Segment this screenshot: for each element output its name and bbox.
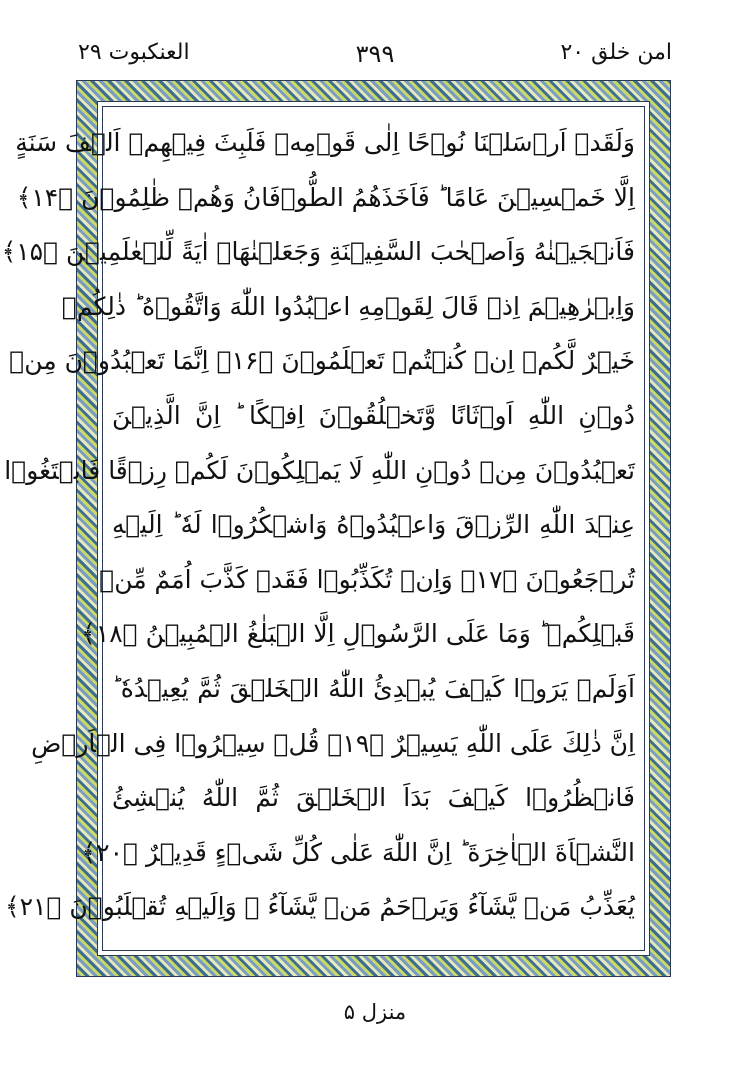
text-panel [1, 101, 650, 956]
verse-line: فَاَنۡجَيۡنٰهُ وَاَصۡحٰبَ السَّفِيۡنَةِ وَجَعَلۡنٰهَاۤ اٰيَةً لِّلۡعٰلَمِيۡنَ ﴿۱۵﴾ [1, 237, 635, 267]
verse-line: النَّشۡاَةَ الۡاٰخِرَةَ ؕ اِنَّ اللّٰهَ عَلٰى كُلِّ شَىۡءٍ قَدِيۡرٌ ﴿۲۰﴾ [81, 837, 635, 867]
verse-line: دُوۡنِ اللّٰهِ اَوۡثَانًا وَّتَخۡلُقُوۡنَ اِفۡكًا ؕ اِنَّ الَّذِيۡنَ [112, 400, 635, 430]
verse-line: اِنَّ ذٰلِكَ عَلَى اللّٰهِ يَسِيۡرٌ ﴿۱۹﴾ قُلۡ سِيۡرُوۡا فِى الۡاَرۡضِ [31, 728, 635, 758]
verse-line: فَانۡظُرُوۡا كَيۡفَ بَدَاَ الۡخَلۡقَ ثُمَّ اللّٰهُ يُنۡشِئُ [112, 783, 635, 813]
verse-line: قَبۡلِكُمۡ ؕ وَمَا عَلَى الرَّسُوۡلِ اِلَّا الۡبَلٰغُ الۡمُبِيۡنُ ﴿۱۸﴾ [81, 619, 635, 649]
verse-line: عِنۡدَ اللّٰهِ الرِّزۡقَ وَاعۡبُدُوۡهُ وَاشۡكُرُوۡا لَهٗ ؕ اِلَيۡهِ [112, 510, 635, 540]
verse-line: وَاِبۡرٰهِيۡمَ اِذۡ قَالَ لِقَوۡمِهِ اعۡبُدُوا اللّٰهَ وَاتَّقُوۡهُ ؕ ذٰلِكُمۡ [61, 291, 635, 321]
verse-line: يُعَذِّبُ مَنۡ يَّشَآءُ وَيَرۡحَمُ مَنۡ يَّشَآءُ ۚ وَاِلَيۡهِ تُقۡلَبُوۡنَ ﴿۲۱﴾ [4, 892, 635, 922]
decorative-border-frame [1, 80, 671, 977]
page-number: ۳۹۹ [355, 40, 395, 68]
surah-title: العنکبوت ۲۹ [78, 40, 190, 65]
verse-lines [1, 116, 635, 941]
para-title: امن خلق ۲۰ [560, 40, 672, 65]
verse-line: تُرۡجَعُوۡنَ ﴿۱۷﴾ وَاِنۡ تُكَذِّبُوۡا فَقَدۡ كَذَّبَ اُمَمٌ مِّنۡ [99, 564, 635, 594]
manzil-label: منزل ۵ [343, 1000, 407, 1024]
verse-line: اِلَّا خَمۡسِيۡنَ عَامًا ؕ فَاَخَذَهُمُ الطُّوۡفَانُ وَهُمۡ ظٰلِمُوۡنَ ﴿۱۴﴾ [16, 182, 635, 212]
verse-line: اَوَلَمۡ يَرَوۡا كَيۡفَ يُبۡدِئُ اللّٰهُ الۡخَلۡقَ ثُمَّ يُعِيۡدُهٗ ؕ [112, 673, 635, 703]
verse-line: خَيۡرٌ لَّكُمۡ اِنۡ كُنۡتُمۡ تَعۡلَمُوۡنَ ﴿۱۶﴾ اِنَّمَا تَعۡبُدُوۡنَ مِنۡ [9, 346, 635, 376]
verse-line: وَلَقَدۡ اَرۡسَلۡنَا نُوۡحًا اِلٰى قَوۡمِهٖ فَلَبِثَ فِيۡهِمۡ اَلۡفَ سَنَةٍ [15, 128, 635, 157]
verse-line: تَعۡبُدُوۡنَ مِنۡ دُوۡنِ اللّٰهِ لَا يَمۡلِكُوۡنَ لَكُمۡ رِزۡقًا فَابۡتَغُوۡا [4, 455, 635, 485]
